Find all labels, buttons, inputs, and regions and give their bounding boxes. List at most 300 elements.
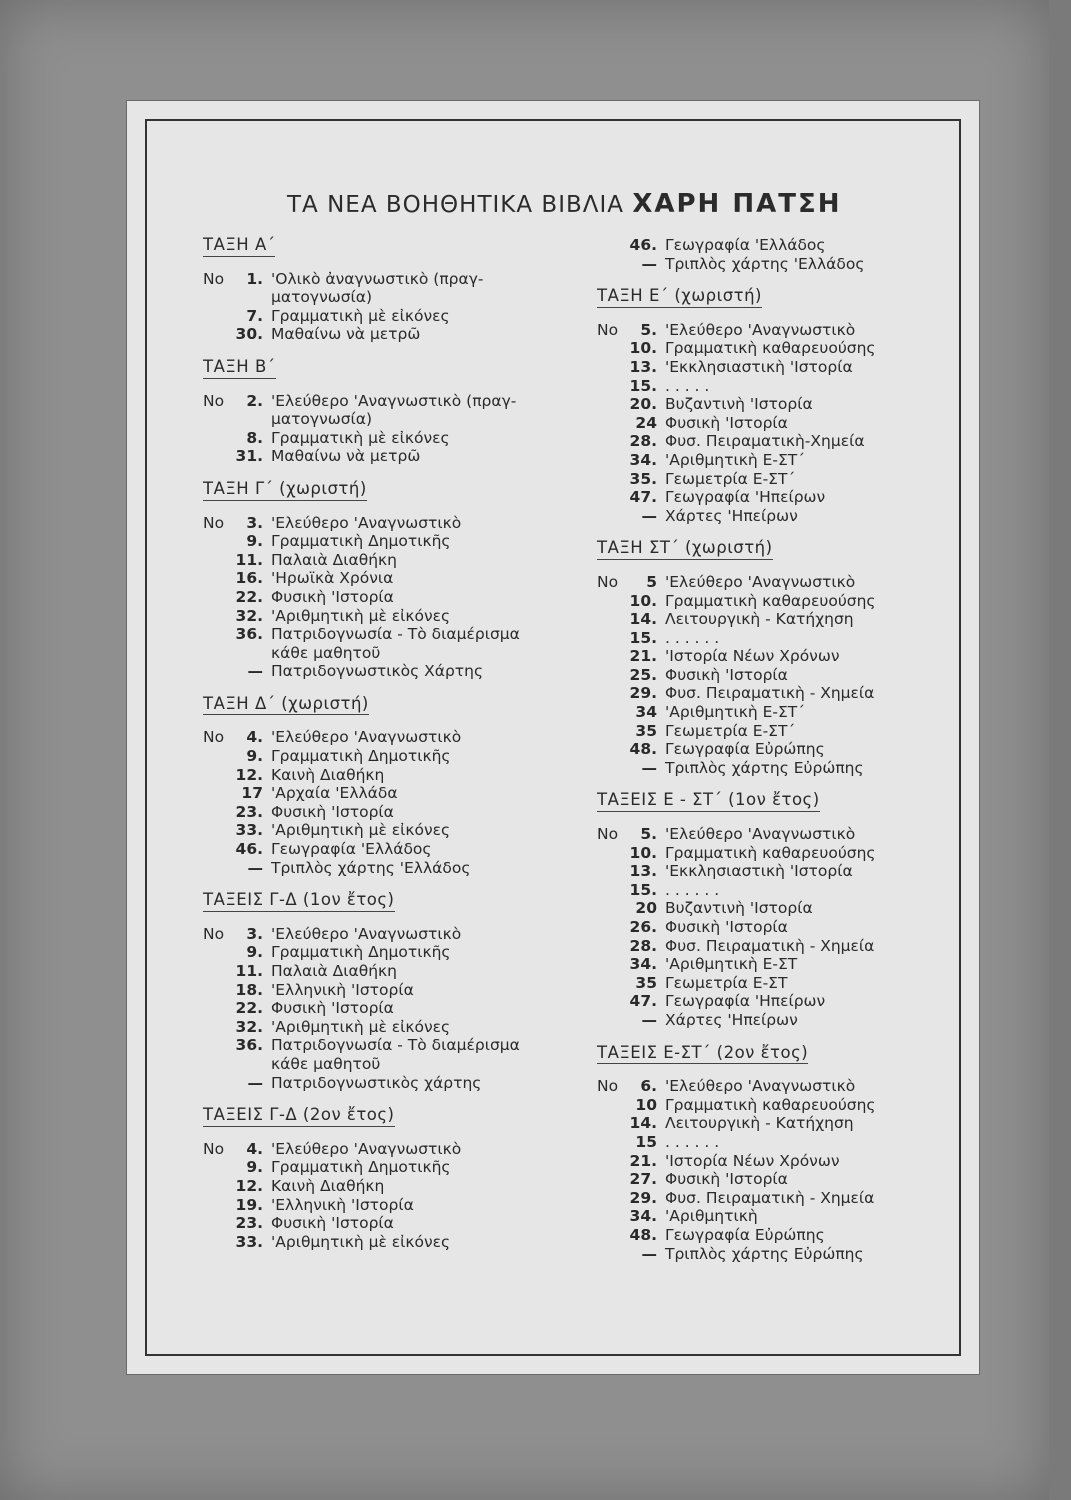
entry-no-label xyxy=(203,803,233,822)
entry-number: 14. xyxy=(629,1114,657,1133)
entry-title: Φυσικὴ 'Ιστορία xyxy=(665,1170,788,1189)
page-title xyxy=(287,189,1007,219)
entry-title: Τριπλὸς χάρτης Εὐρώπης xyxy=(665,1244,864,1263)
entry-number: 20 xyxy=(635,899,657,918)
book-entry xyxy=(203,307,583,326)
entry-no-label xyxy=(597,844,627,863)
entry-no-label xyxy=(597,377,627,396)
entry-no-label xyxy=(597,759,627,778)
entry-number: 17 xyxy=(241,784,263,803)
entry-number: 46. xyxy=(235,840,263,859)
entry-number: 35 xyxy=(635,721,657,740)
entry-no-label xyxy=(597,339,627,358)
book-entry xyxy=(597,592,957,611)
entry-no-label xyxy=(597,1245,627,1264)
entry-title: Παλαιὰ Διαθήκη xyxy=(271,962,397,980)
book-entry xyxy=(203,551,583,570)
entry-title: Χάρτες 'Ηπείρων xyxy=(665,506,798,525)
entry-number: — xyxy=(641,758,657,777)
entry-number: 12. xyxy=(235,1176,263,1195)
book-entry xyxy=(203,1140,583,1159)
book-entry xyxy=(597,759,957,778)
entry-number: 25. xyxy=(629,665,657,684)
entry-no-label xyxy=(597,610,627,629)
entry-number: 10 xyxy=(635,1095,657,1114)
book-entry xyxy=(597,899,957,918)
title-main: ΤΑ ΝΕΑ ΒΟΗΘΗΤΙΚΑ ΒΙΒΛΙΑ xyxy=(287,192,625,218)
book-entry xyxy=(203,962,583,981)
book-entry xyxy=(597,1152,957,1171)
entry-no-label xyxy=(203,429,233,448)
entry-title: Χάρτες 'Ηπείρων xyxy=(665,1010,798,1029)
entry-no-label xyxy=(597,1096,627,1115)
entry-title: Γραμματικὴ καθαρευούσης xyxy=(665,591,876,610)
entry-no-label xyxy=(597,432,627,451)
book-entry xyxy=(203,532,583,551)
entry-no-label xyxy=(203,307,233,326)
entry-no-label xyxy=(203,532,233,551)
entry-no-label xyxy=(203,1158,233,1177)
entry-no-label xyxy=(597,722,627,741)
entry-no-label xyxy=(597,974,627,993)
entry-number: 24 xyxy=(635,413,657,432)
book-entry xyxy=(203,1233,583,1252)
book-entry xyxy=(203,1036,583,1055)
book-entry xyxy=(203,728,583,747)
book-entry xyxy=(203,429,583,448)
entry-title: Γραμματικὴ Δημοτικῆς xyxy=(271,747,451,766)
book-entry xyxy=(597,358,957,377)
catalog-section xyxy=(203,1106,583,1251)
entry-title: Βυζαντινὴ 'Ιστορία xyxy=(665,395,813,414)
book-entry xyxy=(597,955,957,974)
book-entry xyxy=(597,395,957,414)
entry-title: Φυσικὴ 'Ιστορία xyxy=(271,1214,394,1233)
entry-title: 'Αριθμητικὴ μὲ εἰκόνες xyxy=(271,1232,451,1251)
entry-no-label xyxy=(597,899,627,918)
entry-number: 15. xyxy=(629,628,657,647)
entry-title-continuation: κάθε μαθητοῦ xyxy=(271,643,381,662)
book-entry xyxy=(597,974,957,993)
entry-number: 34. xyxy=(629,1207,657,1226)
entry-title: Γεωγραφία Εὐρώπης xyxy=(665,740,825,759)
book-entry xyxy=(597,1245,957,1264)
entry-title: Πατριδογνωσία - Τὸ διαμέρισμα xyxy=(271,625,520,644)
entry-number: 31. xyxy=(235,447,263,466)
book-entry xyxy=(597,451,957,470)
book-entry xyxy=(597,236,957,255)
book-entry xyxy=(203,625,583,644)
entry-title: Φυσικὴ 'Ιστορία xyxy=(665,413,788,432)
entry-number: 36. xyxy=(235,1036,263,1055)
entry-number: 11. xyxy=(235,962,263,980)
entry-title: Λειτουργικὴ - Κατήχηση xyxy=(665,610,854,629)
book-entry xyxy=(597,918,957,937)
entry-number: 23. xyxy=(235,802,263,821)
entry-title: Καινὴ Διαθήκη xyxy=(271,765,385,784)
catalog-section xyxy=(203,891,583,1092)
entry-number: 28. xyxy=(629,432,657,451)
entry-title: 'Ιστορία Νέων Χρόνων xyxy=(665,647,840,666)
entry-title: . . . . . xyxy=(665,376,710,395)
entry-number: 21. xyxy=(629,1151,657,1170)
entry-title: 'Αριθμητικὴ Ε-ΣΤ xyxy=(665,955,798,974)
book-entry xyxy=(203,588,583,607)
entry-number: 5. xyxy=(640,320,657,339)
section-title: ΤΑΞΕΙΣ Γ-Δ (1ον ἔτος) xyxy=(203,891,395,912)
entry-number: 33. xyxy=(235,821,263,840)
book-entry xyxy=(597,414,957,433)
book-entry xyxy=(203,662,583,681)
book-entry xyxy=(597,255,957,274)
book-entry xyxy=(597,740,957,759)
entry-number: 47. xyxy=(629,488,657,507)
catalog-panel xyxy=(126,100,980,1375)
entry-title: 'Ελεύθερο 'Αναγνωστικὸ xyxy=(271,728,462,747)
book-entry xyxy=(597,470,957,489)
entry-number: — xyxy=(641,1010,657,1029)
catalog-section xyxy=(203,358,583,466)
book-entry xyxy=(597,862,957,881)
entry-title: Γεωγραφία 'Ηπείρων xyxy=(665,992,826,1011)
section-title: ΤΑΞΗ Β΄ xyxy=(203,358,276,379)
entry-no-label: No xyxy=(203,391,225,410)
entry-no-label xyxy=(203,821,233,840)
entry-no-label xyxy=(597,684,627,703)
entry-title: 'Ελεύθερο 'Αναγνωστικὸ xyxy=(271,924,462,943)
entry-no-label xyxy=(597,236,627,255)
entry-number: 13. xyxy=(629,357,657,376)
entry-title: Γραμματικὴ καθαρευούσης xyxy=(665,1095,876,1114)
entry-number: 34. xyxy=(629,450,657,469)
book-entry xyxy=(597,647,957,666)
entry-title: Φυσικὴ 'Ιστορία xyxy=(271,587,394,606)
entry-number: 10. xyxy=(629,843,657,862)
entry-number: 22. xyxy=(235,587,263,606)
book-entry xyxy=(597,937,957,956)
title-publisher: ΧΑΡΗ ΠΑΤΣΗ xyxy=(632,189,842,219)
entry-title: Πατριδογνωστικὸς Χάρτης xyxy=(271,662,484,681)
entry-title: Τριπλὸς χάρτης 'Ελλάδος xyxy=(665,254,865,273)
catalog-section xyxy=(597,539,957,777)
book-entry xyxy=(203,766,583,785)
entry-no-label xyxy=(203,325,233,344)
entry-number: 35 xyxy=(635,973,657,992)
entry-no-label xyxy=(203,1214,233,1233)
entry-title: Μαθαίνω νὰ μετρῶ xyxy=(271,447,421,466)
book-entry xyxy=(203,943,583,962)
entry-no-label xyxy=(203,607,233,626)
book-entry xyxy=(203,859,583,878)
entry-no-label xyxy=(203,766,233,785)
entry-title: 'Αρχαία 'Ελλάδα xyxy=(271,784,398,803)
entry-title-continuation: ματογνωσία) xyxy=(271,288,373,307)
entry-title: 'Ελεύθερο 'Αναγνωστικὸ xyxy=(665,320,856,339)
entry-title: 'Ελεύθερο 'Αναγνωστικὸ xyxy=(665,825,856,844)
entry-no-label xyxy=(597,592,627,611)
entry-no-label xyxy=(203,1036,233,1055)
catalog-section xyxy=(597,236,957,273)
book-entry xyxy=(203,999,583,1018)
book-entry xyxy=(597,432,957,451)
book-entry xyxy=(597,1077,957,1096)
book-entry xyxy=(597,844,957,863)
book-entry xyxy=(203,607,583,626)
book-entry xyxy=(597,703,957,722)
book-entry xyxy=(203,1018,583,1037)
entry-title: Φυσ. Πειραματικὴ - Χημεία xyxy=(665,1188,875,1207)
entry-number: 34 xyxy=(635,703,657,722)
entry-number: 36. xyxy=(235,625,263,644)
entry-number: — xyxy=(641,506,657,525)
book-entry xyxy=(203,747,583,766)
entry-no-label xyxy=(597,666,627,685)
entry-number: 22. xyxy=(235,999,263,1018)
entry-title: Μαθαίνω νὰ μετρῶ xyxy=(271,325,421,344)
entry-number: 28. xyxy=(629,936,657,955)
entry-title: Φυσ. Πειραματικὴ - Χημεία xyxy=(665,936,875,955)
entry-number: 8. xyxy=(246,428,263,447)
book-spine xyxy=(1049,0,1071,1500)
entry-title: 'Αριθμητικὴ Ε-ΣΤ΄ xyxy=(665,450,805,469)
entry-title: 'Ιστορία Νέων Χρόνων xyxy=(665,1151,840,1170)
book-entry xyxy=(597,339,957,358)
entry-no-label xyxy=(597,414,627,433)
entry-number: 32. xyxy=(235,606,263,625)
section-title: ΤΑΞΗ Α΄ xyxy=(203,236,275,257)
entry-number: 10. xyxy=(629,339,657,358)
entry-title: Φυσικὴ 'Ιστορία xyxy=(271,999,394,1018)
entry-no-label xyxy=(597,955,627,974)
book-entry xyxy=(597,629,957,648)
entry-title: 'Ελεύθερο 'Αναγνωστικὸ (πραγ- xyxy=(271,391,517,410)
section-title: ΤΑΞΗ Γ΄ (χωριστή) xyxy=(203,480,367,501)
entry-title: Γεωμετρία Ε-ΣΤ΄ xyxy=(665,469,796,488)
catalog-section xyxy=(203,236,583,344)
entry-no-label xyxy=(597,629,627,648)
entry-no-label xyxy=(597,358,627,377)
entry-no-label xyxy=(203,943,233,962)
entry-no-label xyxy=(203,840,233,859)
entry-no-label xyxy=(597,703,627,722)
entry-number: — xyxy=(247,662,263,681)
entry-no-label xyxy=(597,1133,627,1152)
catalog-section xyxy=(597,1044,957,1264)
book-entry xyxy=(597,684,957,703)
entry-title: Πατριδογνωσία - Τὸ διαμέρισμα xyxy=(271,1036,520,1055)
entry-title: 'Ελληνικὴ 'Ιστορία xyxy=(271,1195,414,1214)
book-entry xyxy=(203,1074,583,1093)
entry-title: 'Ολικὸ ἀναγνωστικὸ (πραγ- xyxy=(271,269,484,288)
entry-title: Λειτουργικὴ - Κατήχηση xyxy=(665,1114,854,1133)
entry-number: — xyxy=(641,1244,657,1263)
entry-title: . . . . . . xyxy=(665,880,720,899)
book-entry xyxy=(203,1196,583,1215)
entry-number: 9. xyxy=(246,532,263,551)
entry-number: 20. xyxy=(629,395,657,414)
entry-title: Φυσικὴ 'Ιστορία xyxy=(665,918,788,936)
entry-number: 13. xyxy=(629,862,657,881)
entry-title: 'Ελληνικὴ 'Ιστορία xyxy=(271,980,414,999)
entry-no-label xyxy=(597,1114,627,1133)
entry-title: 'Αριθμητικὴ μὲ εἰκόνες xyxy=(271,821,451,840)
entry-title: 'Εκκλησιαστικὴ 'Ιστορία xyxy=(665,862,853,881)
book-entry xyxy=(597,825,957,844)
entry-number: 26. xyxy=(629,918,657,936)
entry-title: 'Ελεύθερο 'Αναγνωστικὸ xyxy=(665,572,856,591)
entry-title-continuation: ματογνωσία) xyxy=(271,410,373,429)
entry-no-label xyxy=(203,1177,233,1196)
entry-no-label xyxy=(597,1152,627,1171)
book-entry xyxy=(203,1214,583,1233)
entry-title: Φυσ. Πειραματικὴ-Χημεία xyxy=(665,432,865,451)
entry-no-label xyxy=(597,1011,627,1030)
entry-title: Γραμματικὴ καθαρευούσης xyxy=(665,843,876,862)
entry-number: — xyxy=(641,254,657,273)
book-entry xyxy=(597,377,957,396)
right-column xyxy=(597,236,957,1277)
entry-number: 5 xyxy=(646,572,657,591)
entry-no-label: No xyxy=(203,924,225,943)
book-entry xyxy=(597,666,957,685)
book-entry xyxy=(597,1096,957,1115)
entry-no-label xyxy=(203,662,233,681)
book-entry xyxy=(203,270,583,289)
book-entry xyxy=(597,321,957,340)
entry-title: 'Ελεύθερο 'Αναγνωστικὸ xyxy=(665,1077,856,1096)
book-entry xyxy=(597,1170,957,1189)
entry-number: 30. xyxy=(235,325,263,344)
entry-no-label xyxy=(597,862,627,881)
entry-title: 'Αριθμητικὴ μὲ εἰκόνες xyxy=(271,606,451,625)
entry-title: Γραμματικὴ Δημοτικῆς xyxy=(271,943,451,962)
entry-number: 14. xyxy=(629,610,657,629)
entry-title: 'Ηρωϊκὰ Χρόνια xyxy=(271,569,394,588)
book-entry xyxy=(597,507,957,526)
entry-number: 48. xyxy=(629,1225,657,1244)
entry-no-label xyxy=(203,981,233,1000)
entry-title: 'Εκκλησιαστικὴ 'Ιστορία xyxy=(665,357,853,376)
book-entry xyxy=(203,803,583,822)
entry-number: 32. xyxy=(235,1017,263,1036)
entry-no-label: No xyxy=(203,269,225,288)
entry-no-label xyxy=(597,488,627,507)
entry-no-label xyxy=(597,1170,627,1189)
entry-number: 10. xyxy=(629,591,657,610)
entry-number: 15 xyxy=(635,1132,657,1151)
entry-title: Γραμματικὴ Δημοτικῆς xyxy=(271,1158,451,1177)
entry-number: 9. xyxy=(246,1158,263,1177)
entry-no-label xyxy=(203,1196,233,1215)
book-entry xyxy=(203,821,583,840)
entry-number: 48. xyxy=(629,740,657,759)
entry-number: 29. xyxy=(629,1188,657,1207)
book-entry xyxy=(597,610,957,629)
entry-title: Γεωγραφία Εὐρώπης xyxy=(665,1225,825,1244)
entry-number: 19. xyxy=(235,1195,263,1214)
entry-number: 12. xyxy=(235,765,263,784)
entry-title: Πατριδογνωστικὸς χάρτης xyxy=(271,1073,482,1092)
entry-number: 5. xyxy=(640,825,657,844)
book-entry xyxy=(203,447,583,466)
entry-no-label xyxy=(597,647,627,666)
entry-no-label xyxy=(203,1074,233,1093)
entry-no-label xyxy=(203,747,233,766)
entry-title: 'Αριθμητικὴ Ε-ΣΤ΄ xyxy=(665,703,805,722)
entry-number: 27. xyxy=(629,1170,657,1189)
entry-title: Γραμματικὴ μὲ εἰκόνες xyxy=(271,306,450,325)
book-entry xyxy=(597,722,957,741)
entry-number: — xyxy=(247,858,263,877)
entry-no-label xyxy=(203,588,233,607)
entry-number: 16. xyxy=(235,569,263,588)
entry-number: 15. xyxy=(629,376,657,395)
left-column xyxy=(203,236,583,1265)
catalog-section xyxy=(597,791,957,1029)
entry-title: Φυσ. Πειραματικὴ - Χημεία xyxy=(665,684,875,703)
entry-no-label: No xyxy=(597,1077,619,1096)
entry-number: 4. xyxy=(246,1139,263,1158)
entry-number: 33. xyxy=(235,1232,263,1251)
entry-number: 1. xyxy=(246,269,263,288)
entry-no-label xyxy=(597,1189,627,1208)
entry-no-label xyxy=(597,395,627,414)
entry-number: 4. xyxy=(246,728,263,747)
entry-no-label: No xyxy=(203,1139,225,1158)
entry-number: 7. xyxy=(246,306,263,325)
book-entry xyxy=(203,925,583,944)
entry-title: Γεωγραφία 'Ηπείρων xyxy=(665,488,826,507)
catalog-section xyxy=(203,695,583,877)
entry-number: 21. xyxy=(629,647,657,666)
entry-no-label xyxy=(597,740,627,759)
entry-no-label xyxy=(597,255,627,274)
section-title: ΤΑΞΕΙΣ Ε-ΣΤ΄ (2ον ἔτος) xyxy=(597,1044,808,1065)
entry-no-label xyxy=(597,507,627,526)
entry-no-label: No xyxy=(203,728,225,747)
entry-number: 2. xyxy=(246,391,263,410)
entry-number: 9. xyxy=(246,747,263,766)
book-entry xyxy=(597,488,957,507)
entry-number: 46. xyxy=(629,236,657,254)
entry-no-label: No xyxy=(597,572,619,591)
entry-no-label: No xyxy=(597,320,619,339)
entry-no-label: No xyxy=(597,825,619,844)
entry-title: Γραμματικὴ καθαρευούσης xyxy=(665,339,876,358)
entry-no-label xyxy=(203,447,233,466)
entry-no-label: No xyxy=(203,513,225,532)
entry-title: Τριπλὸς χάρτης 'Ελλάδος xyxy=(271,858,471,877)
entry-title: Φυσικὴ 'Ιστορία xyxy=(665,665,788,684)
book-entry xyxy=(203,1158,583,1177)
entry-title: 'Αριθμητικὴ xyxy=(665,1207,758,1226)
entry-no-label xyxy=(203,569,233,588)
entry-no-label xyxy=(203,859,233,878)
entry-title: Φυσικὴ 'Ιστορία xyxy=(271,802,394,821)
book-entry xyxy=(597,1011,957,1030)
book-entry xyxy=(203,325,583,344)
book-entry xyxy=(203,514,583,533)
entry-no-label xyxy=(203,784,233,803)
entry-no-label xyxy=(597,937,627,956)
entry-title: 'Αριθμητικὴ μὲ εἰκόνες xyxy=(271,1017,451,1036)
entry-no-label xyxy=(597,1207,627,1226)
entry-number: 6. xyxy=(640,1077,657,1096)
book-entry xyxy=(203,569,583,588)
section-title: ΤΑΞΕΙΣ Γ-Δ (2ον ἔτος) xyxy=(203,1106,395,1127)
book-entry xyxy=(597,881,957,900)
entry-no-label xyxy=(597,881,627,900)
